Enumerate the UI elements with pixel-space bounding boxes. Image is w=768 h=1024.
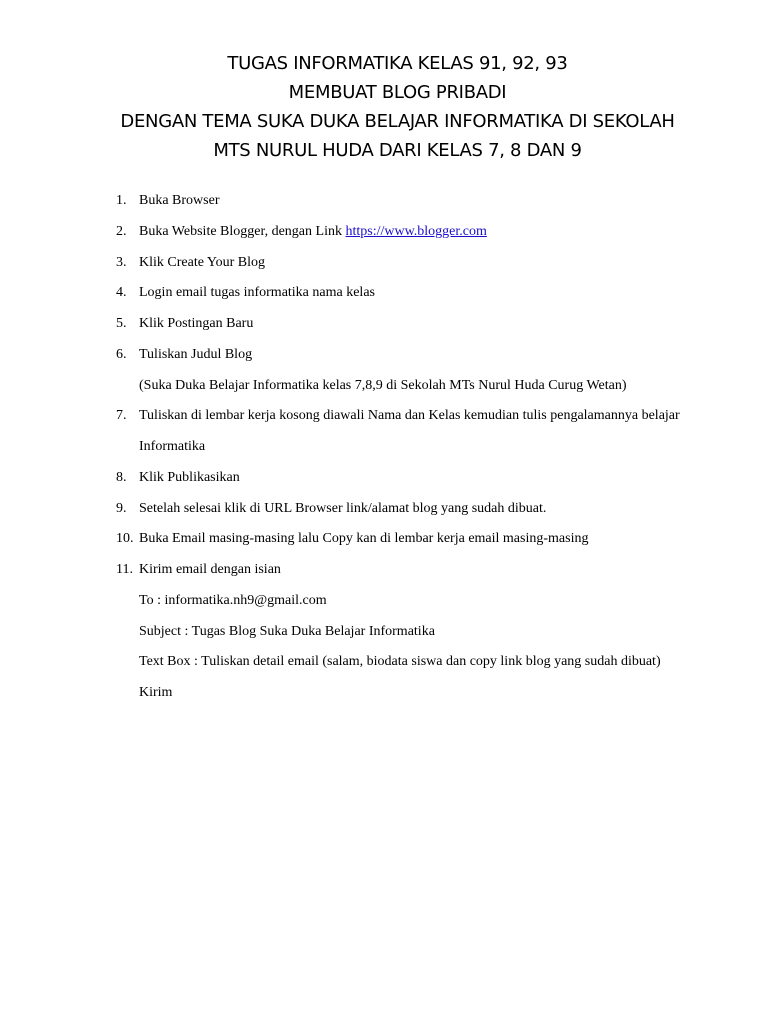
list-item [0, 340, 768, 371]
item-text: Buka Browser [139, 193, 220, 208]
item-text: Setelah selesai klik di URL Browser link/alamat blog yang sudah dibuat. [139, 500, 547, 516]
list-item-continuation [0, 647, 768, 678]
title-line-1: TUGAS INFORMATIKA KELAS 91, 92, 93 [227, 53, 568, 74]
title-line-2: MEMBUAT BLOG PRIBADI [288, 82, 507, 103]
list-item [0, 278, 768, 309]
item-text: Tuliskan di lembar kerja kosong diawali Nama dan Kelas kemudian tulis pengalamannya belajar [139, 408, 680, 424]
item-text: Buka Website Blogger, dengan Link [139, 223, 346, 239]
item-number: 2. [116, 223, 127, 239]
item-text: Klik Publikasikan [139, 469, 240, 485]
list-item-continuation [0, 678, 768, 709]
list-item [0, 401, 768, 432]
item-number: 9. [116, 500, 127, 516]
list-item-continuation [0, 617, 768, 648]
item-number: 7. [116, 408, 127, 424]
list-item-continuation [0, 586, 768, 617]
item-text: Login email tugas informatika nama kelas [139, 285, 375, 301]
steps-list [0, 186, 768, 709]
blogger-link[interactable]: https://www.blogger.com [345, 223, 487, 239]
item-text: Informatika [139, 439, 206, 454]
email-subject: Subject : Tugas Blog Suka Duka Belajar Informatika [139, 623, 435, 639]
list-item [0, 463, 768, 494]
list-item [0, 494, 768, 525]
list-item-continuation [0, 432, 768, 463]
item-number: 1. [116, 193, 127, 208]
list-item [0, 186, 768, 217]
list-item [0, 309, 768, 340]
item-text: Klik Postingan Baru [139, 316, 254, 331]
email-body: Text Box : Tuliskan detail email (salam, biodata siswa dan copy link blog yang sudah dibuat) [139, 654, 661, 670]
item-number: 4. [116, 285, 127, 301]
item-number: 8. [116, 469, 127, 485]
item-text: Tuliskan Judul Blog [139, 346, 253, 362]
email-to: To : informatika.nh9@gmail.com [139, 592, 327, 608]
email-send: Kirim [139, 685, 173, 700]
title-line-4: MTS NURUL HUDA DARI KELAS 7, 8 DAN 9 [213, 140, 582, 161]
item-text: Klik Create Your Blog [139, 254, 265, 270]
item-number: 3. [116, 254, 127, 270]
list-item-continuation [0, 371, 768, 402]
item-text: (Suka Duka Belajar Informatika kelas 7,8,9 di Sekolah MTs Nurul Huda Curug Wetan) [139, 377, 627, 393]
item-number: 10. [116, 531, 134, 547]
list-item [0, 217, 768, 248]
list-item [0, 555, 768, 586]
item-number: 6. [116, 346, 127, 362]
item-number: 11. [116, 562, 133, 577]
item-text: Buka Email masing-masing lalu Copy kan di lembar kerja email masing-masing [139, 531, 589, 547]
item-text: Kirim email dengan isian [139, 562, 281, 577]
item-text-wrapper [139, 217, 487, 248]
item-number: 5. [116, 316, 127, 331]
title-line-3: DENGAN TEMA SUKA DUKA BELAJAR INFORMATIKA DI SEKOLAH [120, 111, 675, 132]
list-item [0, 248, 768, 279]
list-item [0, 524, 768, 555]
document-title [0, 49, 768, 165]
